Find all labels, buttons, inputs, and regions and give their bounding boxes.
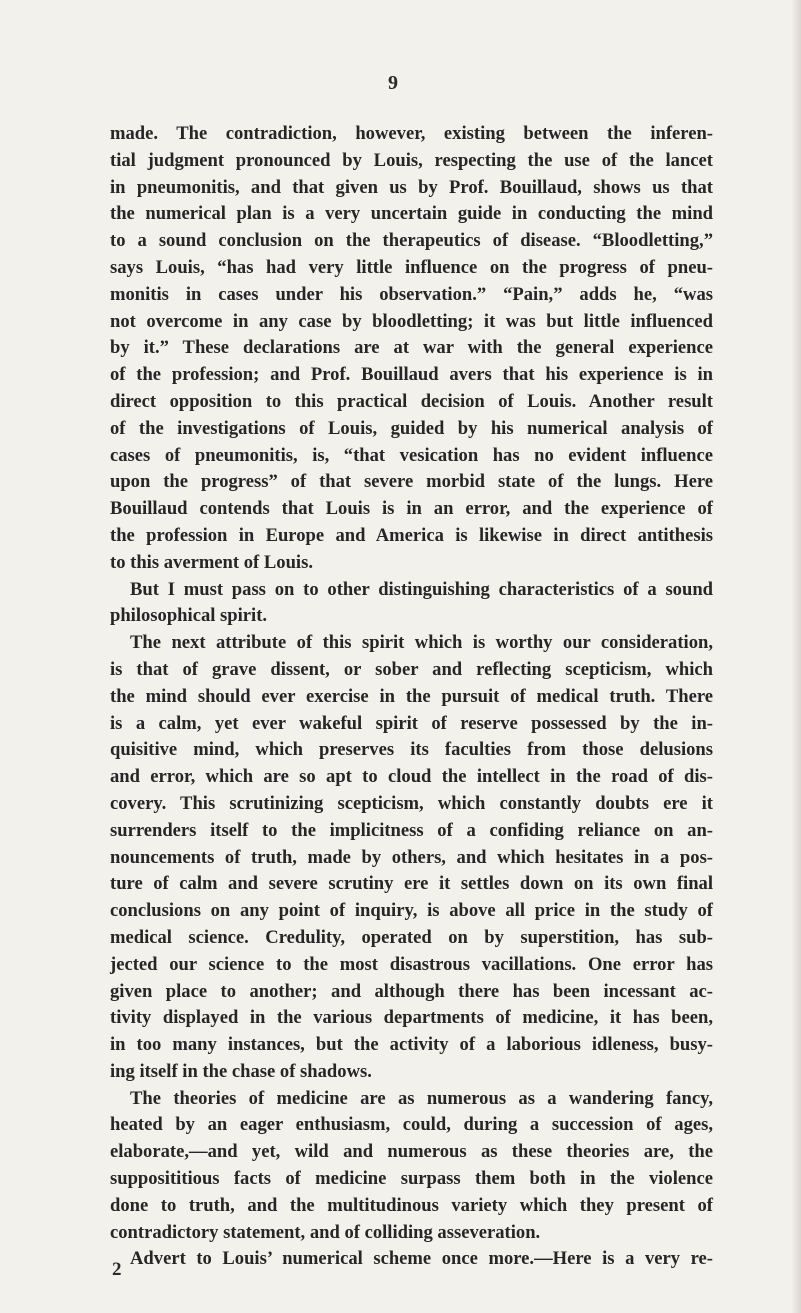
page-edge-shadow <box>791 0 801 1313</box>
text-line: not overcome in any case by bloodletting; it was but little influenced <box>110 310 713 332</box>
text-line: in pneumonitis, and that given us by Prof. Bouillaud, shows us that <box>110 176 713 198</box>
text-line: covery. This scrutinizing scepticism, which constantly doubts ere it <box>110 792 713 814</box>
text-line: ture of calm and severe scrutiny ere it settles down on its own final <box>110 873 713 895</box>
signature-mark: 2 <box>112 1259 122 1280</box>
text-line: elaborate,—and yet, wild and numerous as these theories are, the <box>110 1141 713 1163</box>
text-line: to this averment of Louis. <box>110 551 313 573</box>
text-line: philosophical spirit. <box>110 605 268 627</box>
text-line: ing itself in the chase of shadows. <box>110 1060 372 1082</box>
text-line: is a calm, yet ever wakeful spirit of reserve possessed by the in- <box>110 712 713 734</box>
text-line: says Louis, “has had very little influence on the progress of pneu- <box>110 256 713 278</box>
text-line: by it.” These declarations are at war with the general experience <box>110 337 713 359</box>
text-line: surrenders itself to the implicitness of a confiding reliance on an- <box>110 819 713 841</box>
text-line: jected our science to the most disastrous vacillations. One error has <box>110 953 713 975</box>
text-line: cases of pneumonitis, is, “that vesication has no evident influence <box>110 444 713 466</box>
text-line: Bouillaud contends that Louis is in an error, and the experience of <box>110 498 713 520</box>
text-line: supposititious facts of medicine surpass them both in the violence <box>110 1168 713 1190</box>
text-line: of the investigations of Louis, guided by his numerical analysis of <box>110 417 713 439</box>
text-line: of the profession; and Prof. Bouillaud avers that his experience is in <box>110 364 713 386</box>
text-line: quisitive mind, which preserves its faculties from those delusions <box>110 739 713 761</box>
text-line: The theories of medicine are as numerous as a wandering fancy, <box>130 1087 713 1109</box>
text-line: done to truth, and the multitudinous variety which they present of <box>110 1194 713 1216</box>
text-line: The next attribute of this spirit which is worthy our consideration, <box>130 632 713 654</box>
text-line: and error, which are so apt to cloud the intellect in the road of dis- <box>110 766 713 788</box>
text-line: in too many instances, but the activity of a laborious idleness, busy- <box>110 1034 713 1056</box>
text-line: heated by an eager enthusiasm, could, during a succession of ages, <box>110 1114 713 1136</box>
body-text <box>110 121 713 1273</box>
text-line: made. The contradiction, however, existing between the inferen- <box>110 123 713 144</box>
text-line: contradictory statement, and of colliding asseveration. <box>110 1221 541 1243</box>
text-line: upon the progress” of that severe morbid state of the lungs. Here <box>110 471 713 493</box>
text-line: the numerical plan is a very uncertain guide in conducting the mind <box>110 203 713 225</box>
text-line: tivity displayed in the various departments of medicine, it has been, <box>110 1007 713 1029</box>
text-line: nouncements of truth, made by others, and which hesitates in a pos- <box>110 846 713 868</box>
text-line: But I must pass on to other distinguishing characteristics of a sound <box>130 578 713 600</box>
text-line: conclusions on any point of inquiry, is above all price in the study of <box>110 900 713 922</box>
text-line: is that of grave dissent, or sober and reflecting scepticism, which <box>110 658 713 680</box>
text-line: Advert to Louis’ numerical scheme once more.—Here is a very re- <box>130 1248 713 1270</box>
text-line: tial judgment pronounced by Louis, respecting the use of the lancet <box>110 149 713 171</box>
text-line: the mind should ever exercise in the pursuit of medical truth. There <box>110 685 713 707</box>
text-line: the profession in Europe and America is likewise in direct antithesis <box>110 524 713 546</box>
text-line: given place to another; and although there has been incessant ac- <box>110 980 713 1002</box>
page-number: 9 <box>388 72 398 94</box>
text-line: to a sound conclusion on the therapeutics of disease. “Bloodletting,” <box>110 230 713 252</box>
text-line: direct opposition to this practical decision of Louis. Another result <box>110 390 713 412</box>
text-line: monitis in cases under his observation.” “Pain,” adds he, “was <box>110 283 713 305</box>
text-line: medical science. Credulity, operated on by superstition, has sub- <box>110 926 713 948</box>
